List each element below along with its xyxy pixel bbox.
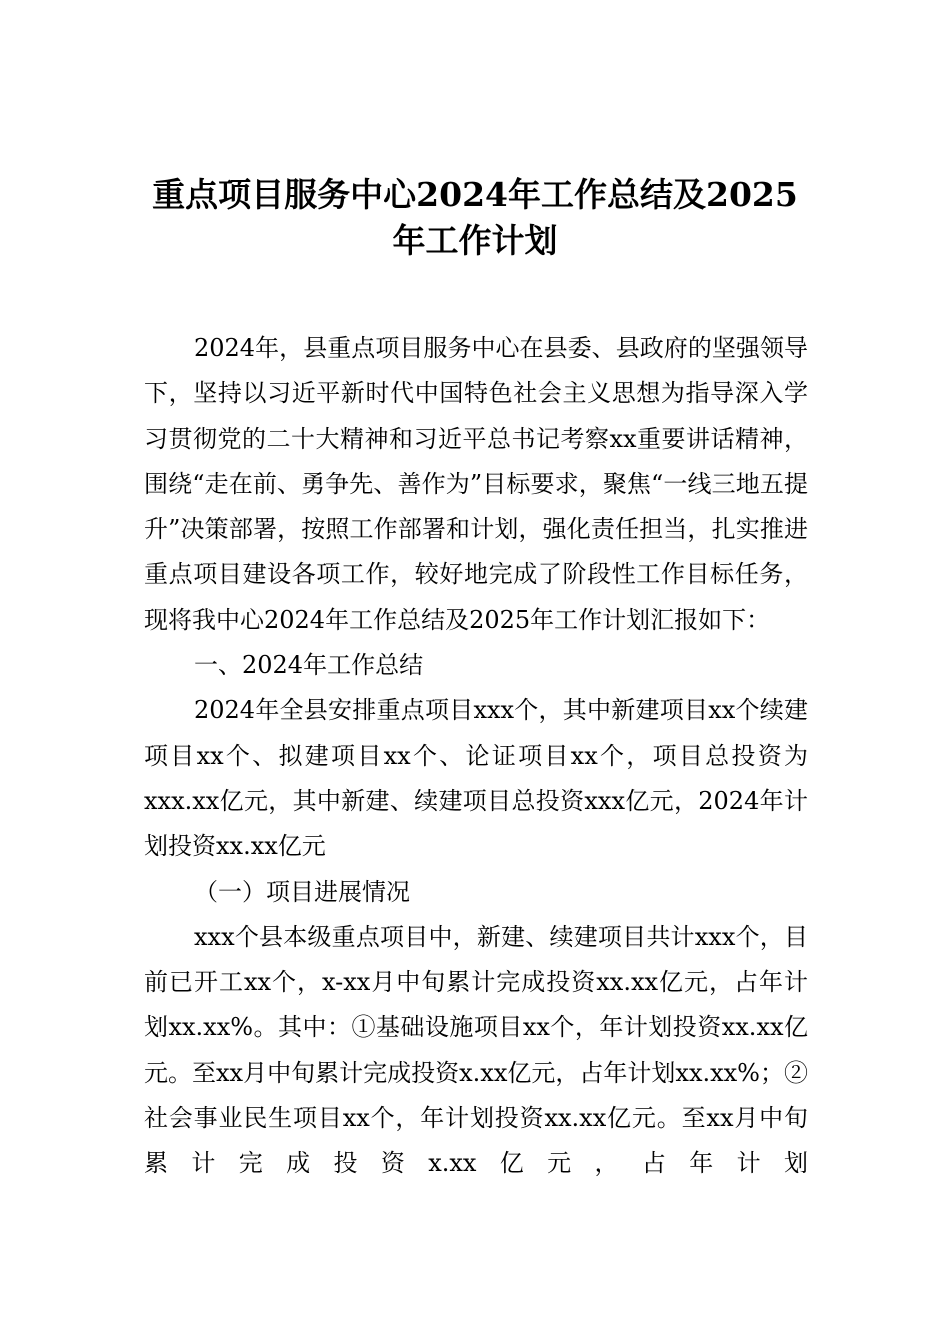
section-summary-paragraph: 2024年全县安排重点项目xxx个，其中新建项目xx个续建项目xx个、拟建项目xx个、论证项目xx个，项目总投资为xxx.xx亿元，其中新建、续建项目总投资xxx亿元，2024年计划投资xx.xx亿元 <box>144 696 808 861</box>
intro-paragraph: 2024年，县重点项目服务中心在县委、县政府的坚强领导下，坚持以习近平新时代中国特色社会主义思想为指导深入学习贯彻党的二十大精神和习近平总书记考察xx重要讲话精神，围绕“走在前、勇争先、善作为”目标要求，聚焦“一线三地五提升”决策部署，按照工作部署和计划，强化责任担当，扎实推进重点项目建设各项工作，较好地完成了阶段性工作目标任务，现将我中心2024年工作总结及2025年工作计划汇报如下： <box>144 334 808 634</box>
subsection-progress-paragraph: xxx个县本级重点项目中，新建、续建项目共计xxx个，目前已开工xx个，x-xx月中旬累计完成投资xx.xx亿元，占年计划xx.xx%。其中：①基础设施项目xx个，年计划投资xx.xx亿元。至xx月中旬累计完成投资x.xx亿元，占年计划xx.xx%；②社会事业民生项目xx个，年计划投资xx.xx亿元。至xx月中旬累计完成投资x.xx亿元，占年计划 <box>144 922 808 1178</box>
section-heading-summary: 一、2024年工作总结 <box>194 651 424 680</box>
subsection-heading-progress: （一）项目进展情况 <box>194 877 410 906</box>
document-body <box>144 326 808 1187</box>
document-title <box>120 172 830 264</box>
title-line-2: 年工作计划 <box>392 221 558 260</box>
title-line-1: 重点项目服务中心2024年工作总结及2025 <box>152 175 798 214</box>
